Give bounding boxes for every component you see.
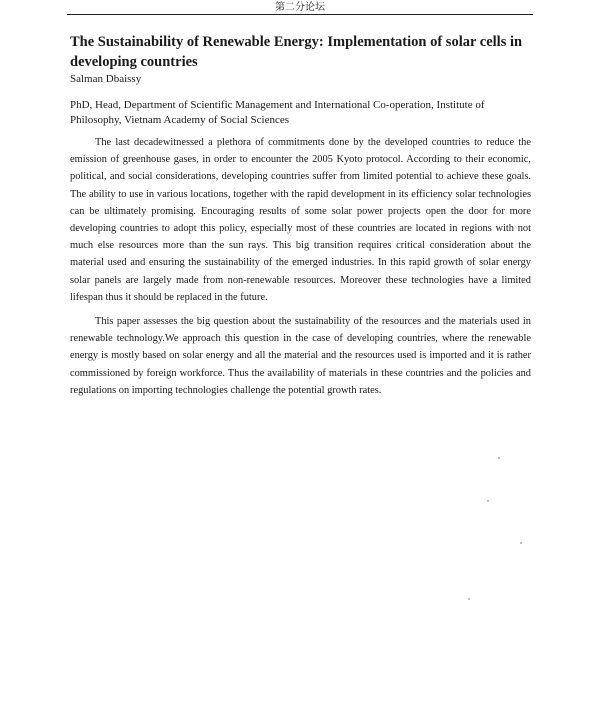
paper-title: The Sustainability of Renewable Energy: Implementation of solar cells in developing countries <box>70 34 523 70</box>
abstract-paragraph-1: The last decadewitnessed a plethora of commitments done by the developed countries to reduce the emission of greenhouse gases, in order to encounter the 2005 Kyoto protocol. According to their economic, political, and social considerations, developing countries suffer from limited potential to achieve these goals. The ability to use in various locations, together with the rapid development in its efficiency solar technologies can be ultimately promising. Encouraging results of some solar power projects open the door for more developing countries to adopt this policy, especially most of these countries are located in regions with not much else resources more than the sun rays. This big transition requires critical consideration about the material used and ensuring the sustainability of the emerged industries. In this rapid growth of solar energy solar panels are largely made from non-renewable resources. Moreover these technologies have a limited lifespan thus it should be replaced in the future. <box>70 137 531 303</box>
scan-speck <box>468 598 470 600</box>
scan-speck <box>520 542 522 544</box>
abstract-body <box>70 134 531 406</box>
scan-speck <box>487 500 489 502</box>
header-rule <box>67 14 533 15</box>
running-header-text: 第二分论坛 <box>269 2 331 13</box>
author-affiliation: PhD, Head, Department of Scientific Management and International Co-operation, Institute of Philosophy, Vietnam Academy of Social Sciences <box>70 99 485 126</box>
scan-speck <box>498 457 500 459</box>
author-name: Salman Dbaissy <box>70 73 142 85</box>
abstract-paragraph-2: This paper assesses the big question about the sustainability of the resources and the materials used in renewable technology.We approach this question in the case of developing countries, where the renewable energy is mostly based on solar energy and all the material and the resources used is imported and it is rather commissioned by foreign workforce. Thus the availability of materials in these countries and the policies and regulations on importing technologies challenge the potential growth rates. <box>70 316 531 396</box>
running-header <box>0 2 600 14</box>
